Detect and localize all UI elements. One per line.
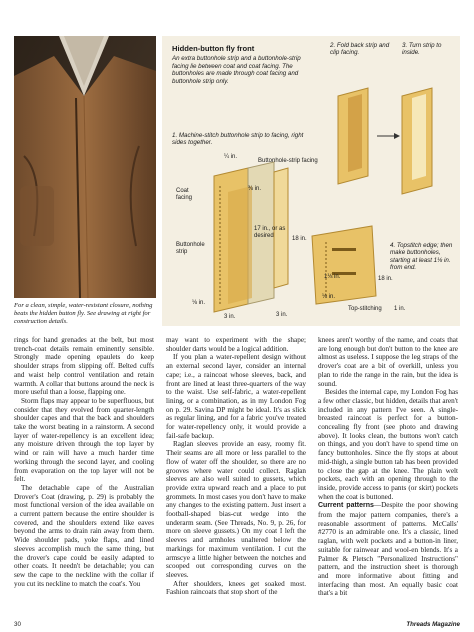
col2-paragraph: If you plan a water-repellent design without an external second layer, consider an internal cape; i.e., a raincoat whose sleeves, back, and front are lined at least three-quarters of the way to the waist. Use self-fabric, a water-repellent lining, or a combination, as in my London Fog on p. 29. Savina DP might be ideal. It's as slick as regular lining, and for a fabric you've treated for water-repellency only, it would provide a fail-safe backup. — [166, 353, 306, 440]
text-column-2 — [166, 336, 306, 597]
coat-photo-illustration — [14, 36, 156, 298]
diagram-title: Hidden-button fly front — [172, 44, 255, 53]
text-column-3 — [318, 336, 458, 598]
label-three-in-b: 3 in. — [276, 312, 288, 318]
diagram-step-4: 4. Topstitch edge; then make buttonholes, starting at least 1⅛ in. from end. — [390, 242, 453, 272]
magazine-name: Threads Magazine — [406, 621, 460, 628]
label-three-eighths-in: ⅜ in. — [248, 186, 262, 192]
coat-photo — [14, 36, 156, 298]
col1-paragraph: The detachable cape of the Australian Drover's Coat (drawing, p. 29) is probably the most functional version of the idea available on a current pattern because the entire shoulder is covered, and the shoulders extend like eaves beyond the arms to drain rain away from them. Wide shoulder pads, yoke flaps, and lined sleeves accomplish much the same thing, but the drover's cape could be easily adapted to other coats. It needn't be detachable; you can sew the cape to the neckline with the collar if you cut its neckline to match the coat's. You — [14, 483, 154, 588]
current-patterns-text: —Despite the poor showing from the major pattern companies, there's a reasonable assortment of patterns. McCalls' #2770 is an admirable one. It's a classic, lined raglan, with welt pockets and a button-in liner, suitable for rainwear and wool-en blends. It's a Palmer & Pletsch "Personalized Instructions" pattern, and the instruction sheet is thorough and more informative about fitting and interfacing than most. An equally basic coat that's a bit — [318, 501, 458, 598]
label-one-eighth-in-b: ⅛ in. — [322, 294, 336, 300]
col2-paragraph: Raglan sleeves provide an easy, roomy fit. Their seams are all more or less parallel to the flow of water off the shoulder, so there are no grooves where water could collect. Raglan sleeves are also well suited to gussets, which provide extra upward reach and a place to put grommets. In most cases you don't have to make any changes to the existing pattern. Just insert a football-shaped bias-cut wedge into the underarm seam. (See Threads, No. 9, p. 26, for more on sleeve gussets.) On my coat I left the sleeves and armholes unaltered below the markings for maximum ventilation. I cut the armscye a little higher between the notches and scooped out corresponding curves on the sleeves. — [166, 440, 306, 579]
text-column-1 — [14, 336, 154, 588]
label-one-eighth-in-a: ⅛ in. — [192, 300, 206, 306]
diagram-step-2: 2. Fold back strip and clip facing. — [330, 42, 390, 57]
diagram-intro: An extra buttonhole strip and a buttonhole-strip facing lie between coat and coat facing. The buttonholes are made through coat facing and buttonhole strip only. — [172, 55, 301, 85]
col3-paragraph-current-patterns — [318, 501, 458, 598]
label-eighteen-in: 18 in. — [292, 236, 307, 242]
col1-paragraph: rings for hand grenades at the belt, but most trench-coat details remain eminently sensible. Strongly made opening epaulets do keep shoulder straps from slipping off. Belted cuffs and waist help control ventilation and retain warmth. A collar that buttons around the neck is more useful than a loose, flapping one. — [14, 336, 154, 397]
col2-paragraph: After shoulders, knees get soaked most. Fashion raincoats that stop short of the — [166, 579, 306, 597]
col3-paragraph: Besides the internal cape, my London Fog has a few other classic, but hidden, details that aren't included in any pattern I've seen. A single-breasted raincoat is perfect for a button-concealing fly front (see photo and drawing above). It looks clean, the buttons won't catch on things, and you don't have to spend time on fancy buttonholes. Since the fly stops at about mid-thigh, a single button tab has been provided to close the gap at the knee. The plain welt pockets, each with an opening through to the inside, provide access to pants (or skirt) pockets when the coat is buttoned. — [318, 388, 458, 501]
page-number: 30 — [14, 621, 21, 628]
col2-paragraph: may want to experiment with the shape; shoulder darts would be a logical addition. — [166, 336, 306, 353]
label-quarter-in: ¼ in. — [224, 154, 238, 160]
current-patterns-heading: Current patterns — [318, 502, 374, 510]
diagram-step-1: 1. Machine-stitch buttonhole strip to facing, right sides together. — [172, 132, 304, 147]
hidden-button-diagram — [162, 36, 460, 326]
col1-paragraph: Storm flaps may appear to be superfluous, but consider that they evolved from quarter-length shoulder capes and that the back and shoulders take the worst beating in a rainstorm. A second layer of water-repellency is an excellent idea; any moisture driven through the top layer by wind or rain will have a much harder time working through the second layer, and cooling from evaporation on the top layer will not be felt. — [14, 396, 154, 484]
label-buttonhole-strip-facing: Buttonhole-strip facing — [258, 158, 318, 164]
label-seventeen-in: 17 in., or as desired — [254, 226, 286, 239]
label-top-stitching: Top-stitching — [348, 306, 382, 312]
label-buttonhole-strip: Buttonhole strip — [176, 242, 205, 255]
label-one-and-eighth-in: 1⅛ in. — [324, 274, 341, 280]
label-coat-facing: Coat facing — [176, 188, 193, 201]
label-one-in: 1 in. — [394, 306, 406, 312]
col3-paragraph: knees aren't worthy of the name, and coats that are long enough but don't button to the knee are almost as useless. I suppose the leg straps of the drover's coat are a bit of overkill, unless you plan to ride the range in the rain, but the idea is sound. — [318, 336, 458, 388]
photo-caption: For a clean, simple, water-resistant closure, nothing beats the hidden button fly. See drawing at right for construction details. — [14, 302, 153, 325]
diagram-step-3: 3. Turn strip to inside. — [402, 42, 442, 57]
label-eighteen-in-b: 18 in. — [378, 276, 393, 282]
label-three-in-a: 3 in. — [224, 314, 236, 320]
